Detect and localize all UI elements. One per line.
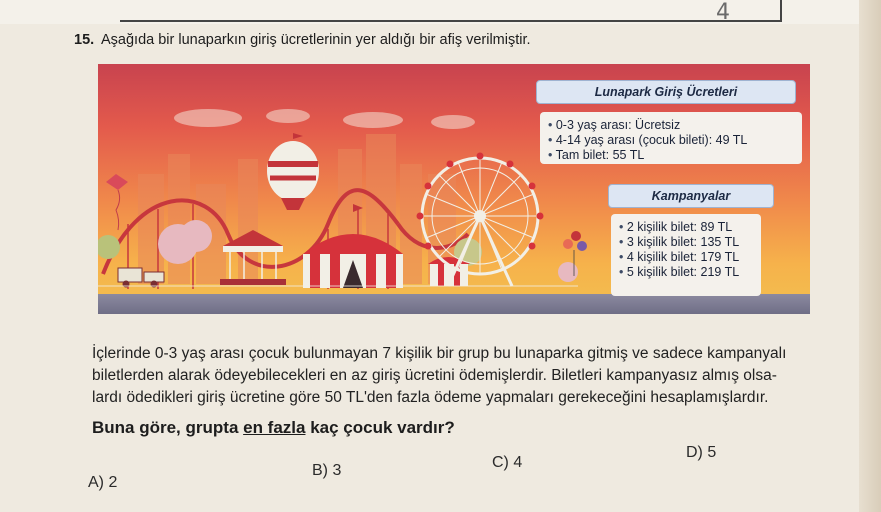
amusement-park-poster bbox=[98, 64, 810, 314]
problem-line: İçlerinde 0-3 yaş arası çocuk bulunmayan 7 kişilik bir grup bu lunaparka gitmiş ve sadece kampanyalı bbox=[92, 345, 787, 362]
option-c[interactable]: C) 4 bbox=[492, 454, 523, 471]
campaigns-box bbox=[611, 214, 761, 296]
campaign-item-4: • 4 kişilik bilet: 179 TL bbox=[619, 250, 753, 265]
hot-air-balloon-icon bbox=[267, 133, 319, 210]
campaign-item-5: • 5 kişilik bilet: 219 TL bbox=[619, 265, 753, 280]
kite-icon bbox=[106, 174, 128, 190]
problem-line: biletlerden alarak ödeyebilecekleri en az giriş ücretini ödemişlerdir. Biletleri kampanyasız almış olsa- bbox=[92, 367, 777, 384]
price-item-child: • 4-14 yaş arası (çocuk bileti): 49 TL bbox=[548, 133, 794, 148]
question-number: 15. bbox=[74, 32, 95, 48]
price-item-full: • Tam bilet: 55 TL bbox=[548, 148, 794, 163]
page-top-border-corner bbox=[780, 0, 782, 22]
prices-title: Lunapark Giriş Ücretleri bbox=[536, 80, 796, 104]
prompt-emphasis: en fazla bbox=[243, 418, 306, 437]
page-top-border bbox=[120, 20, 782, 22]
question-intro: Aşağıda bir lunaparkın giriş ücretlerinin yer aldığı bir afiş verilmiştir. bbox=[101, 32, 531, 48]
campaigns-title: Kampanyalar bbox=[608, 184, 774, 208]
problem-text bbox=[92, 343, 862, 409]
prices-box bbox=[540, 112, 802, 164]
poster-ground bbox=[98, 294, 810, 314]
prompt-before: Buna göre, grupta bbox=[92, 418, 244, 437]
page-number: 4 bbox=[716, 0, 730, 25]
prompt-after: kaç çocuk vardır? bbox=[305, 418, 455, 437]
campaign-item-3: • 3 kişilik bilet: 135 TL bbox=[619, 235, 753, 250]
campaign-item-2: • 2 kişilik bilet: 89 TL bbox=[619, 220, 753, 235]
page-edge bbox=[859, 0, 881, 512]
price-item-infant: • 0-3 yaş arası: Ücretsiz bbox=[548, 118, 794, 133]
problem-line: lardı ödedikleri giriş ücretine göre 50 TL'den fazla ödeme yapmaları gerekeceğini hesaplamışlardır. bbox=[92, 389, 769, 406]
question-prompt bbox=[92, 418, 455, 438]
option-a[interactable]: A) 2 bbox=[88, 474, 118, 491]
option-b[interactable]: B) 3 bbox=[312, 462, 342, 479]
option-d[interactable]: D) 5 bbox=[686, 444, 717, 461]
